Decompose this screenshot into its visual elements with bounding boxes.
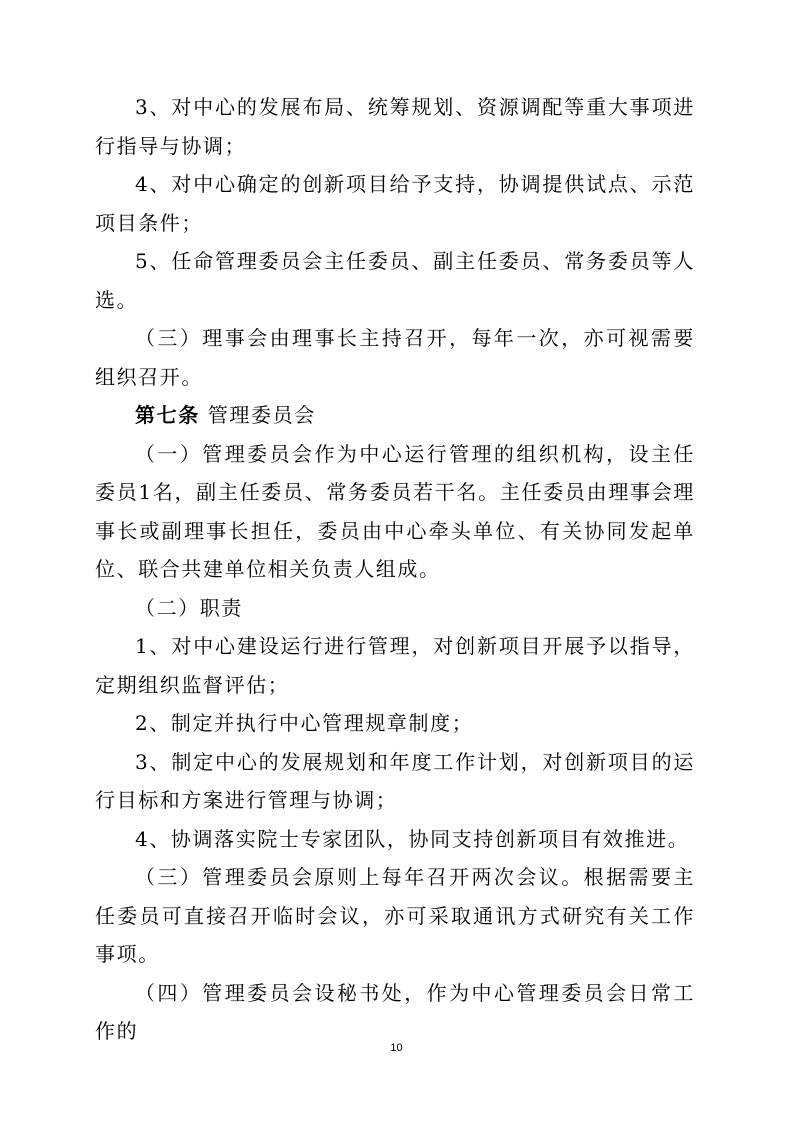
article-number: 第七条 bbox=[135, 403, 200, 427]
article-heading bbox=[95, 396, 695, 435]
paragraph: 3、对中心的发展布局、统筹规划、资源调配等重大事项进行指导与协调； bbox=[95, 95, 695, 158]
paragraph: 1、对中心建设运行进行管理，对创新项目开展予以指导，定期组织监督评估； bbox=[95, 634, 695, 697]
paragraph: （四）管理委员会设秘书处，作为中心管理委员会日常工作的 bbox=[95, 980, 695, 1043]
paragraph: （三）管理委员会原则上每年召开两次会议。根据需要主任委员可直接召开临时会议，亦可采取通讯方式研究有关工作事项。 bbox=[95, 865, 695, 966]
body-text bbox=[95, 88, 695, 1051]
paragraph: （三）理事会由理事长主持召开，每年一次，亦可视需要组织召开。 bbox=[95, 326, 695, 389]
paragraph: 3、制定中心的发展规划和年度工作计划，对创新项目的运行目标和方案进行管理与协调； bbox=[95, 749, 695, 812]
paragraph: 2、制定并执行中心管理规章制度； bbox=[135, 711, 474, 735]
paragraph: （二）职责 bbox=[135, 595, 243, 620]
paragraph: 4、对中心确定的创新项目给予支持，协调提供试点、示范项目条件； bbox=[95, 172, 695, 235]
paragraph: 4、协调落实院士专家团队，协同支持创新项目有效推进。 bbox=[135, 826, 690, 851]
article-title: 管理委员会 bbox=[207, 403, 316, 427]
paragraph: （一）管理委员会作为中心运行管理的组织机构，设主任委员1名，副主任委员、常务委员若干名。主任委员由理事会理事长或副理事长担任，委员由中心牵头单位、有关协同发起单位、联合共建单位相关负责人组成。 bbox=[95, 441, 695, 581]
page-number: 10 bbox=[390, 1042, 403, 1054]
paragraph: 5、任命管理委员会主任委员、副主任委员、常务委员等人选。 bbox=[95, 249, 695, 312]
